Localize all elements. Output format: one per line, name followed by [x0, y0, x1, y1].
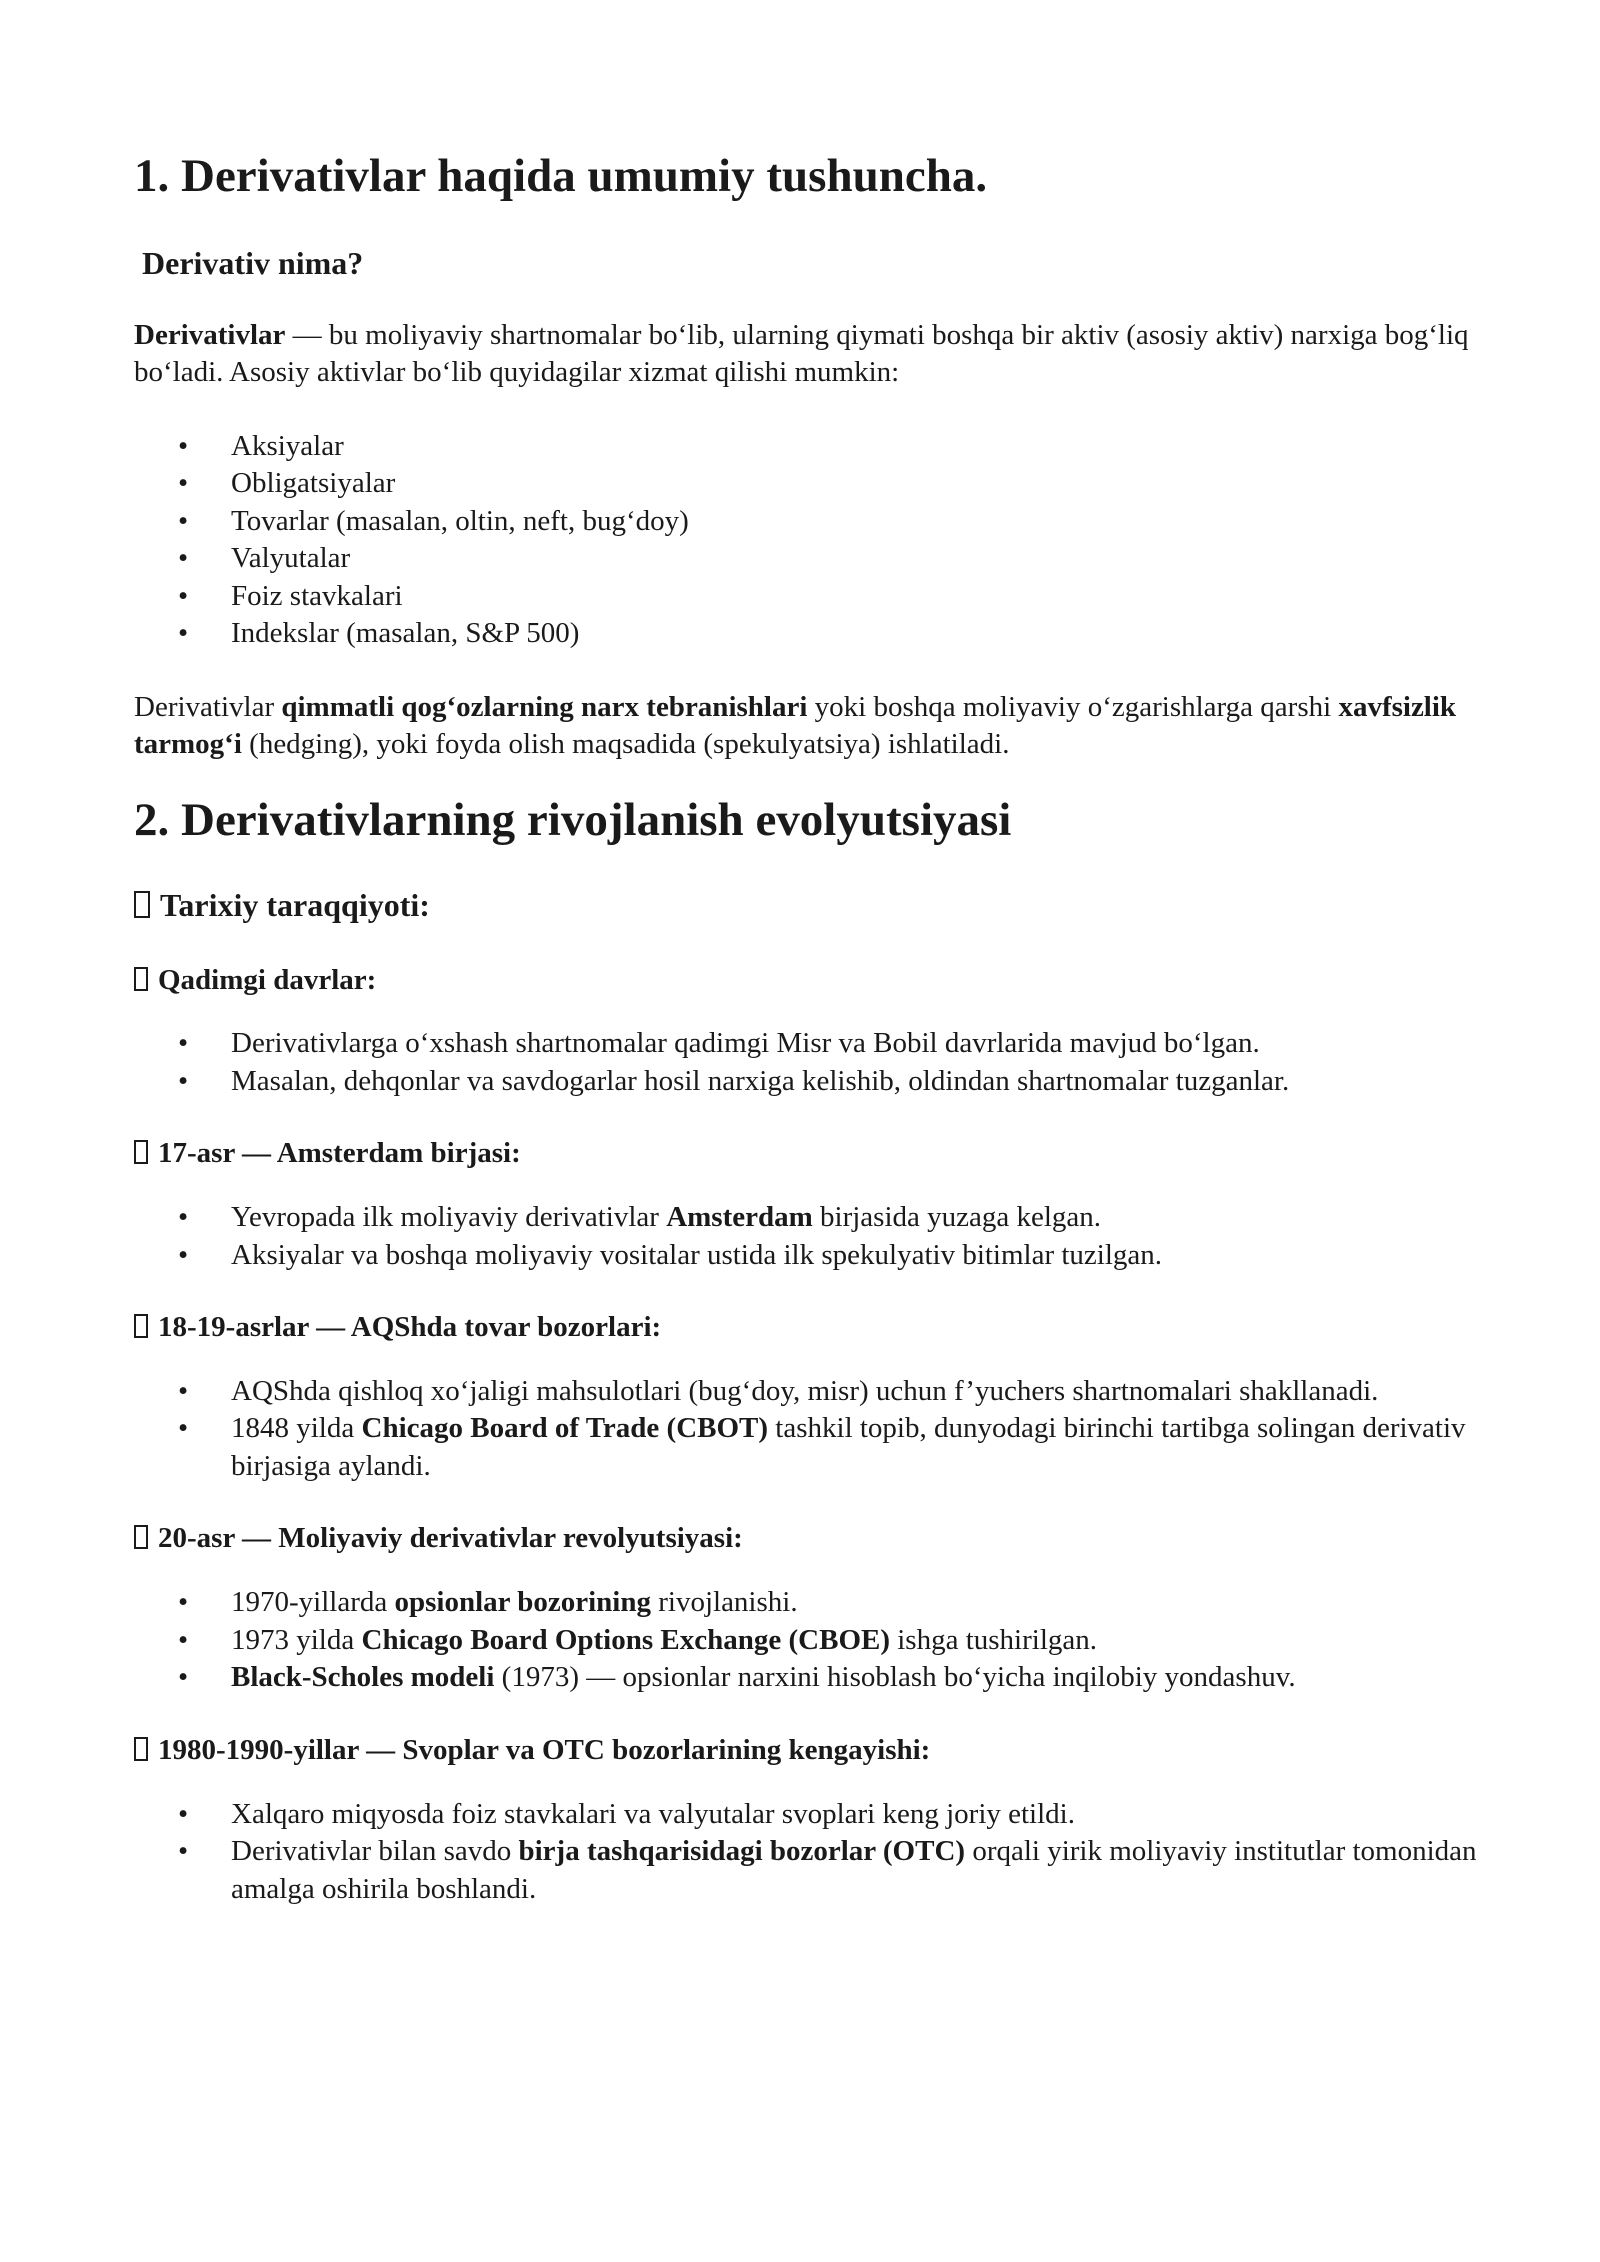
item-text: Yevropada ilk moliyaviy derivativlar [231, 1201, 667, 1234]
missing-glyph-icon [134, 1314, 148, 1338]
section-2-title: 2. Derivativlarning rivojlanish evolyutsiyasi [134, 793, 1012, 846]
definition-text: — bu moliyaviy shartnomalar bo‘lib, ularning qiymati boshqa bir aktiv (asosiy aktiv) narxiga bog‘liq bo‘ladi. Asosiy aktivlar bo‘lib quyidagilar xizmat qilishi mumkin: [134, 318, 1469, 389]
missing-glyph-icon [134, 1140, 148, 1164]
list-item: • Aksiyalar [134, 428, 1500, 466]
item-text: orqali yirik moliyaviy institutlar tomonidan amalga oshirila boshlandi. [231, 1835, 1477, 1905]
c18-19-heading [134, 1310, 1500, 1345]
item-bold: Amsterdam [666, 1201, 813, 1234]
ancient-heading [134, 963, 1500, 998]
list-item: • Obligatsiyalar [134, 465, 1500, 503]
c1980-heading-text: 1980-1990-yillar — Svoplar va OTC bozorlarining kengayishi: [158, 1733, 931, 1766]
c17-heading [134, 1136, 1500, 1171]
section-1-title: 1. Derivativlar haqida umumiy tushuncha. [134, 150, 988, 202]
c17-list [134, 1199, 1500, 1274]
usage-bold: xavfsizlik tarmog‘i [134, 690, 1457, 761]
section-1-subtitle: Derivativ nima? [142, 245, 364, 282]
item-text: Derivativlar bilan savdo [231, 1835, 519, 1868]
item-text: ishga tushirilgan. [890, 1623, 1098, 1656]
usage-text: (hedging), yoki foyda olish maqsadida (spekulyatsiya) ishlatiladi. [241, 728, 1010, 761]
list-item: • Aksiyalar va boshqa moliyaviy vositalar ustida ilk spekulyativ bitimlar tuzilgan. [134, 1237, 1500, 1275]
item-bold: Black-Scholes modeli [231, 1661, 495, 1694]
list-item: • Tovarlar (masalan, oltin, neft, bug‘doy) [134, 503, 1500, 541]
list-item [134, 1833, 1500, 1908]
history-heading-text: Tarixiy taraqqiyoti: [160, 887, 430, 924]
missing-glyph-icon [134, 1737, 148, 1761]
c20-heading-text: 20-asr — Moliyaviy derivativlar revolyutsiyasi: [158, 1522, 743, 1555]
list-item: • Derivativlarga o‘xshash shartnomalar qadimgi Misr va Bobil davrlarida mavjud bo‘lgan. [134, 1025, 1500, 1063]
list-item: • Foiz stavkalari [134, 578, 1500, 616]
list-item: • AQShda qishloq xo‘jaligi mahsulotlari (bug‘doy, misr) uchun f’yuchers shartnomalari shakllanadi. [134, 1373, 1500, 1411]
c18-19-heading-text: 18-19-asrlar — AQShda tovar bozorlari: [158, 1311, 662, 1344]
ancient-list [134, 1025, 1500, 1100]
item-text: tashkil topib, dunyodagi birinchi tartibga solingan derivativ birjasiga aylandi. [231, 1412, 1466, 1482]
c1980-list [134, 1796, 1500, 1909]
definition-term: Derivativlar [134, 318, 286, 351]
list-item [134, 1622, 1500, 1660]
item-bold: opsionlar bozorining [394, 1586, 651, 1619]
c17-heading-text: 17-asr — Amsterdam birjasi: [158, 1137, 521, 1170]
c20-list [134, 1584, 1500, 1697]
c1980-heading [134, 1733, 1500, 1768]
list-item [134, 1584, 1500, 1622]
usage-bold: qimmatli qog‘ozlarning narx tebranishlari [281, 690, 808, 723]
item-text: 1973 yilda [231, 1623, 362, 1656]
item-text: 1848 yilda [231, 1412, 362, 1445]
usage-text: yoki boshqa moliyaviy o‘zgarishlarga qarshi [807, 690, 1339, 723]
ancient-heading-text: Qadimgi davrlar: [158, 963, 377, 996]
item-text: birjasida yuzaga kelgan. [812, 1201, 1102, 1234]
missing-glyph-icon [134, 891, 150, 918]
item-bold: Chicago Board Options Exchange (CBOE) [361, 1623, 890, 1656]
item-bold: Chicago Board of Trade (CBOT) [361, 1412, 769, 1445]
item-text: (1973) — opsionlar narxini hisoblash bo‘yicha inqilobiy yondashuv. [494, 1661, 1296, 1694]
list-item: • Valyutalar [134, 540, 1500, 578]
definition-paragraph [134, 317, 1500, 392]
c18-19-list [134, 1373, 1500, 1486]
missing-glyph-icon [134, 1525, 148, 1549]
list-item [134, 1410, 1500, 1485]
list-item: • Xalqaro miqyosda foiz stavkalari va valyutalar svoplari keng joriy etildi. [134, 1796, 1500, 1834]
list-item: • Masalan, dehqonlar va savdogarlar hosil narxiga kelishib, oldindan shartnomalar tuzganlar. [134, 1063, 1500, 1101]
item-bold: birja tashqarisidagi bozorlar (OTC) [518, 1835, 966, 1868]
c20-heading [134, 1521, 1500, 1556]
item-text: 1970-yillarda [231, 1586, 395, 1619]
list-item: • Indekslar (masalan, S&P 500) [134, 615, 1500, 653]
list-item [134, 1659, 1500, 1697]
item-text: rivojlanishi. [650, 1586, 798, 1619]
history-heading [134, 886, 1500, 924]
missing-glyph-icon [134, 967, 148, 991]
usage-text: Derivativlar [134, 690, 282, 723]
list-item [134, 1199, 1500, 1237]
usage-paragraph [134, 689, 1500, 764]
asset-list [134, 428, 1500, 653]
